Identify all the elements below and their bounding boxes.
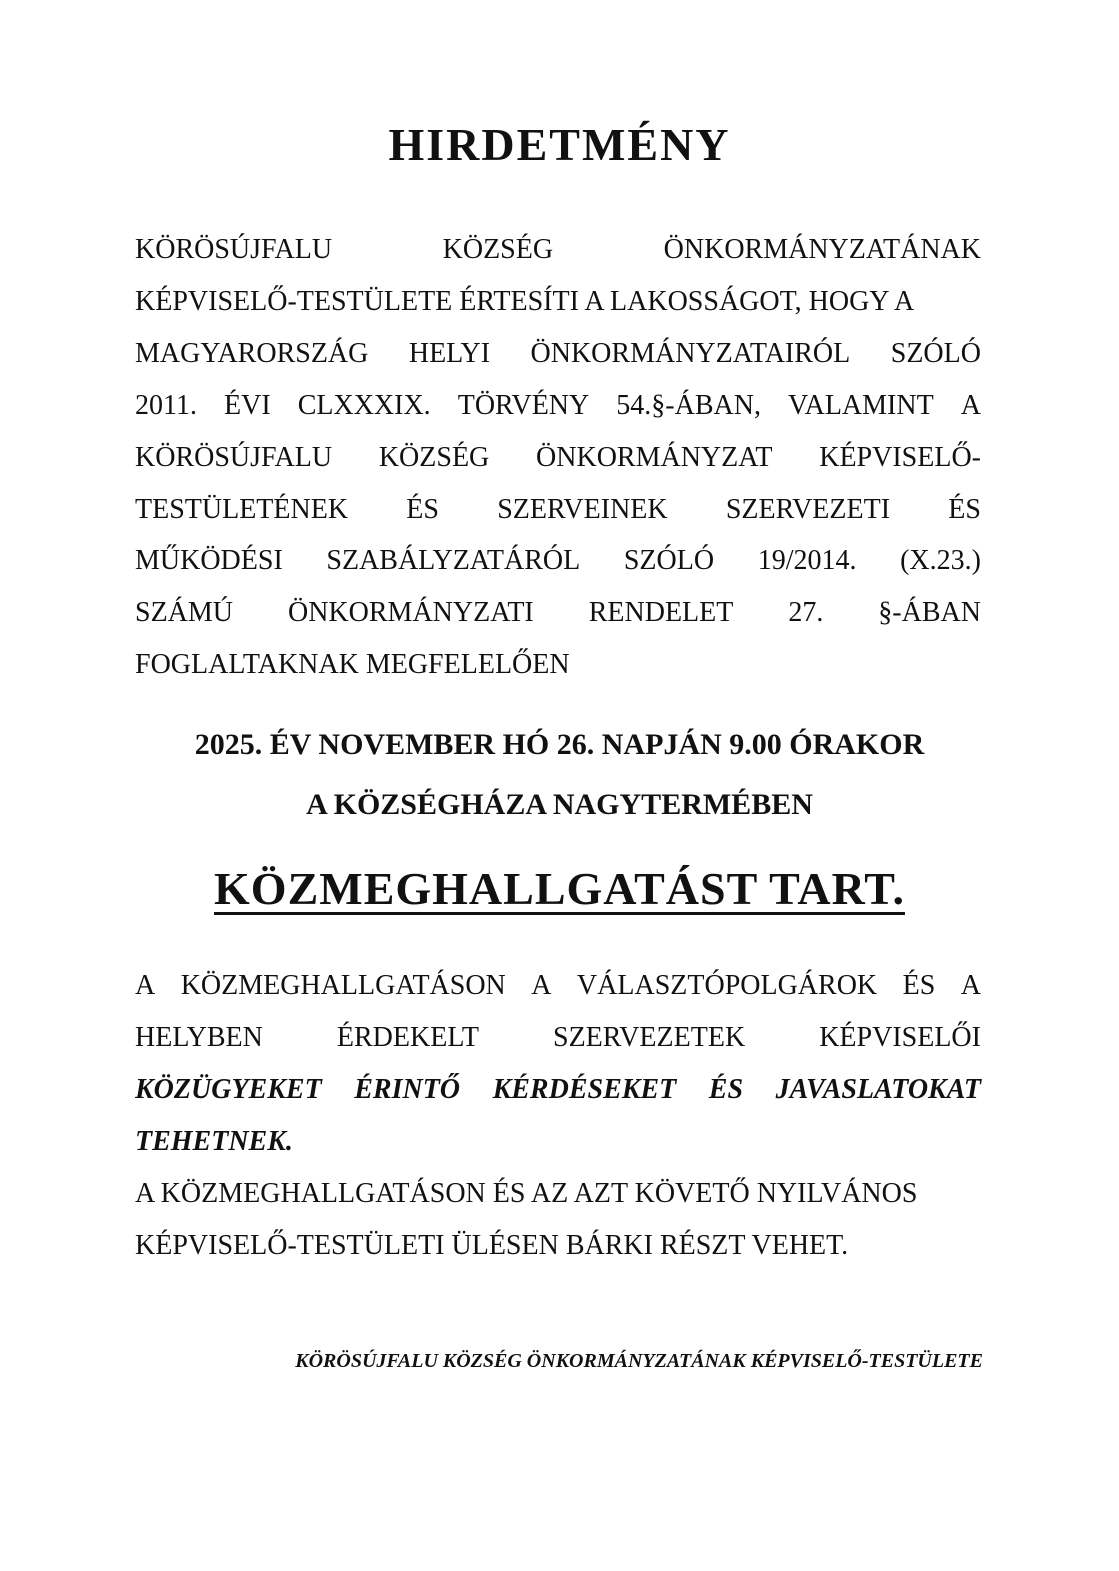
word: ÉS	[902, 970, 936, 1001]
word: FOGLALTAKNAK MEGFELELŐEN	[135, 649, 570, 681]
text-line: A KÖZMEGHALLGATÁSON ÉS AZ AZT KÖVETŐ NYILVÁNOS	[135, 1178, 918, 1209]
word: VÁLASZTÓPOLGÁROK	[576, 970, 878, 1001]
word: KÖRÖSÚJFALU	[135, 441, 333, 473]
text-line	[135, 284, 981, 320]
event-location-line: A KÖZSÉGHÁZA NAGYTERMÉBEN	[306, 788, 813, 821]
word: SZERVEZETEK	[553, 1022, 746, 1053]
word: A	[960, 389, 981, 421]
word: HELYI	[408, 337, 491, 369]
word: KÖZSÉG	[442, 234, 554, 265]
text-line	[135, 1020, 981, 1056]
word: ÖNKORMÁNYZATAIRÓL	[530, 337, 851, 369]
word: 2011.	[135, 389, 197, 421]
word: SZÓLÓ	[623, 545, 715, 577]
word: SZERVEZETI	[725, 493, 891, 525]
word: (X.23.)	[900, 545, 981, 577]
word: KÖZSÉG	[378, 441, 490, 473]
text-line	[135, 388, 981, 424]
word: CLXXXIX.	[297, 389, 431, 421]
word: VALAMINT	[787, 389, 934, 421]
word: KÖRÖSÚJFALU	[135, 234, 333, 265]
word: §-ÁBAN	[878, 597, 981, 629]
word: KÉPVISELŐ-	[819, 441, 981, 473]
word: A	[960, 970, 981, 1001]
text-line: KÉPVISELŐ-TESTÜLETI ÜLÉSEN BÁRKI RÉSZT VEHET.	[135, 1230, 849, 1261]
word: ÖNKORMÁNYZATÁNAK	[663, 234, 981, 265]
text-line	[135, 1124, 981, 1160]
text-line	[135, 1072, 981, 1108]
word: TÖRVÉNY	[457, 389, 590, 421]
word: A	[135, 970, 156, 1001]
signature: KÖRÖSÚJFALU KÖZSÉG ÖNKORMÁNYZATÁNAK KÉPVISELŐ-TESTÜLETE	[295, 1350, 983, 1372]
word: ÉS	[406, 493, 439, 525]
word: 27.	[788, 597, 824, 629]
word: MAGYARORSZÁG	[135, 337, 369, 369]
word: 54.§-ÁBAN,	[616, 389, 761, 421]
text-line	[135, 968, 981, 1004]
headline: KÖZMEGHALLGATÁST TART.	[214, 863, 905, 914]
word: ÉS	[948, 493, 981, 525]
word: RENDELET	[588, 597, 734, 629]
word: ÖNKORMÁNYZATI	[287, 597, 534, 629]
word: SZERVEINEK	[497, 493, 668, 525]
word: TESTÜLETÉNEK	[135, 493, 349, 525]
text-line	[135, 440, 981, 476]
word: KÉPVISELŐ-TESTÜLETE ÉRTESÍTI A LAKOSSÁGOT, HOGY A	[135, 285, 915, 317]
word: TEHETNEK.	[135, 1126, 293, 1157]
word: ÖNKORMÁNYZAT	[536, 441, 773, 473]
word: KÉRDÉSEKET	[492, 1074, 677, 1105]
text-line	[135, 492, 981, 528]
word: A	[531, 970, 552, 1001]
word: KÖZMEGHALLGATÁSON	[180, 970, 506, 1001]
word: JAVASLATOKAT	[775, 1074, 981, 1105]
word: ÉRDEKELT	[336, 1022, 479, 1053]
page-title: HIRDETMÉNY	[388, 119, 731, 170]
word: ÉRINTŐ	[354, 1074, 461, 1105]
word: HELYBEN	[135, 1022, 263, 1053]
text-line	[135, 543, 981, 579]
word: ÉVI	[224, 389, 271, 421]
event-date-line: 2025. ÉV NOVEMBER HÓ 26. NAPJÁN 9.00 ÓRAKOR	[194, 728, 925, 761]
text-line	[135, 336, 981, 372]
word: 19/2014.	[757, 545, 857, 577]
word: MŰKÖDÉSI	[135, 545, 283, 577]
text-line	[135, 647, 981, 683]
word: SZABÁLYZATÁRÓL	[326, 545, 581, 577]
word: ÉS	[708, 1074, 744, 1105]
word: KÉPVISELŐI	[819, 1022, 981, 1053]
word: KÖZÜGYEKET	[135, 1074, 322, 1105]
text-line	[135, 595, 981, 631]
word: SZÓLÓ	[890, 337, 981, 369]
word: SZÁMÚ	[135, 597, 234, 629]
text-line	[135, 232, 981, 268]
